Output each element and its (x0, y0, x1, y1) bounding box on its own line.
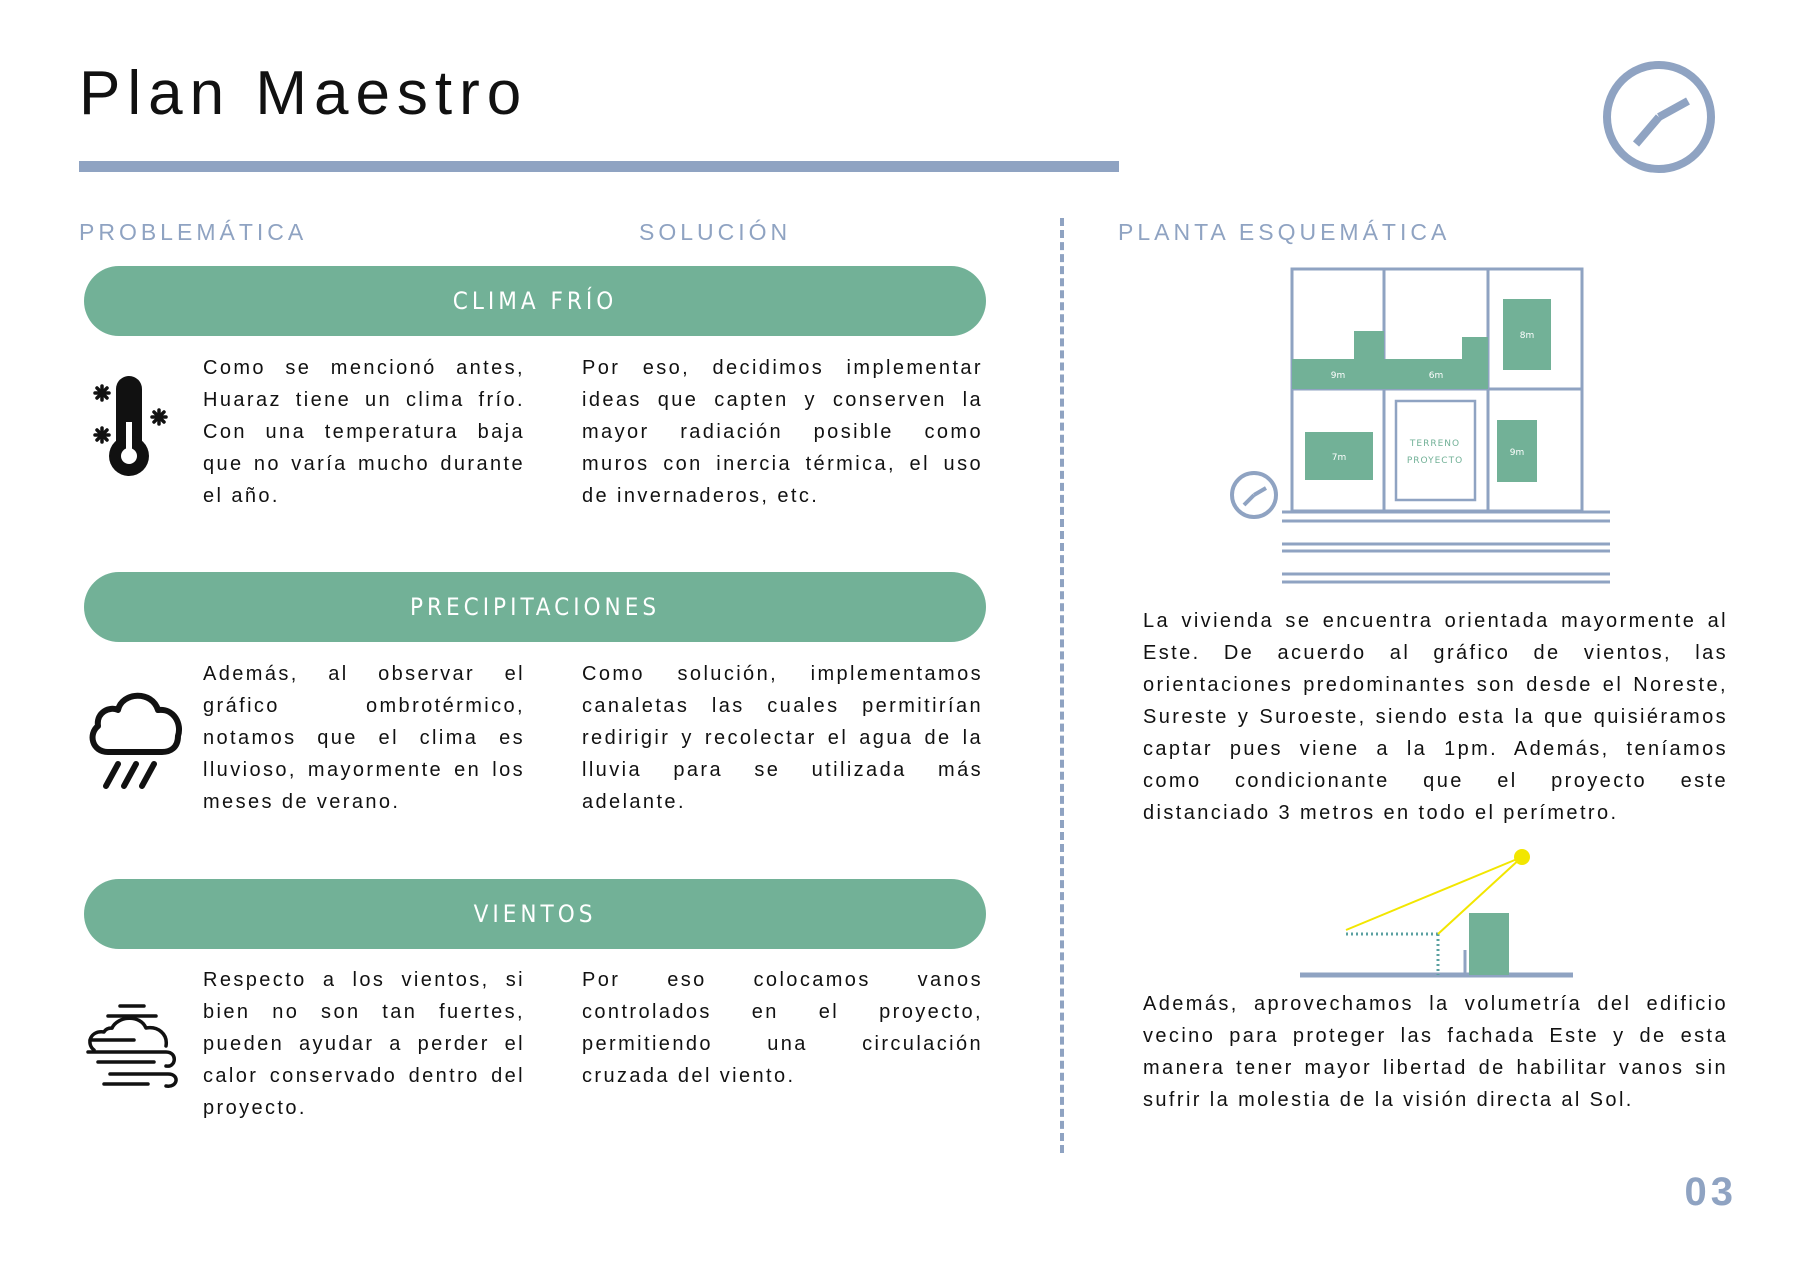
small-compass-icon (1232, 473, 1276, 517)
terreno-proyecto-box (1396, 401, 1475, 500)
problem-text: Como se mencionó antes, Huaraz tiene un clima frío. Con una temperatura baja que no varía mucho durante el año. (203, 357, 525, 507)
sun-icon (1514, 849, 1530, 865)
neighbor-building (1469, 913, 1509, 975)
label-planta-esquematica: PLANTA ESQUEMÁTICA (1118, 219, 1451, 245)
plan-label-7m: 7m (1331, 453, 1347, 463)
plan-label-9m-b: 9m (1509, 448, 1525, 458)
rain-cloud-icon (86, 684, 186, 794)
section-title: PRECIPITACIONES (409, 593, 661, 621)
plan-label-8m: 8m (1519, 331, 1535, 341)
compass-icon (1600, 58, 1720, 178)
label-problematica: PROBLEMÁTICA (79, 219, 308, 245)
section-title: CLIMA FRÍO (452, 287, 618, 315)
solution-text: Como solución, implementamos canaletas las cuales permitirían redirigir y recolectar el agua de la lluvia para se utilizada más adelante. (582, 663, 983, 813)
problem-text: Respecto a los vientos, si bien no son tan fuertes, pueden ayudar a perder el calor conservado dentro del proyecto. (203, 969, 525, 1119)
section-pill-vientos (84, 879, 986, 949)
section-title: VIENTOS (473, 900, 597, 928)
wind-cloud-icon (84, 1000, 184, 1095)
plan-label-6m: 6m (1428, 371, 1444, 381)
sun-angle-diagram (1290, 842, 1580, 982)
title-underline (79, 161, 1119, 172)
page-number: 03 (1684, 1170, 1737, 1214)
orientation-text: La vivienda se encuentra orientada mayormente al Este. De acuerdo al gráfico de vientos, las orientaciones predominantes son desde el Noreste, Sureste y Suroeste, siendo esta la que quisiéramos captar pues viene a la 1pm. Además, teníamos como condicionante que el proyecto este distanciado 3 metros en todo el perímetro. (1143, 610, 1728, 824)
plan-label-terreno: TERRENO (1409, 439, 1461, 449)
solution-text: Por eso colocamos vanos controlados en el proyecto, permitiendo una circulación cruzada del viento. (582, 969, 983, 1087)
label-solucion: SOLUCIÓN (639, 219, 792, 245)
page-title: Plan Maestro (79, 59, 529, 128)
problem-text: Además, al observar el gráfico ombrotérmico, notamos que el clima es lluvioso, mayormente en los meses de verano. (203, 663, 525, 813)
column-divider (1060, 218, 1064, 1153)
solution-text: Por eso, decidimos implementar ideas que capten y conserven la mayor radiación posible como muros con inercia térmica, el uso de invernaderos, etc. (582, 357, 983, 507)
section-pill-precipitaciones (84, 572, 986, 642)
facade-text: Además, aprovechamos la volumetría del edificio vecino para proteger las fachada Este y de esta manera tener mayor libertad de habilitar vanos sin sufrir la molestia de la visión directa al Sol. (1143, 993, 1728, 1111)
schematic-plan-diagram (1225, 262, 1625, 592)
plan-label-9m: 9m (1330, 371, 1346, 381)
section-pill-clima-frio (84, 266, 986, 336)
thermometer-snow-icon (88, 372, 178, 482)
plan-label-proyecto: PROYECTO (1406, 456, 1464, 466)
